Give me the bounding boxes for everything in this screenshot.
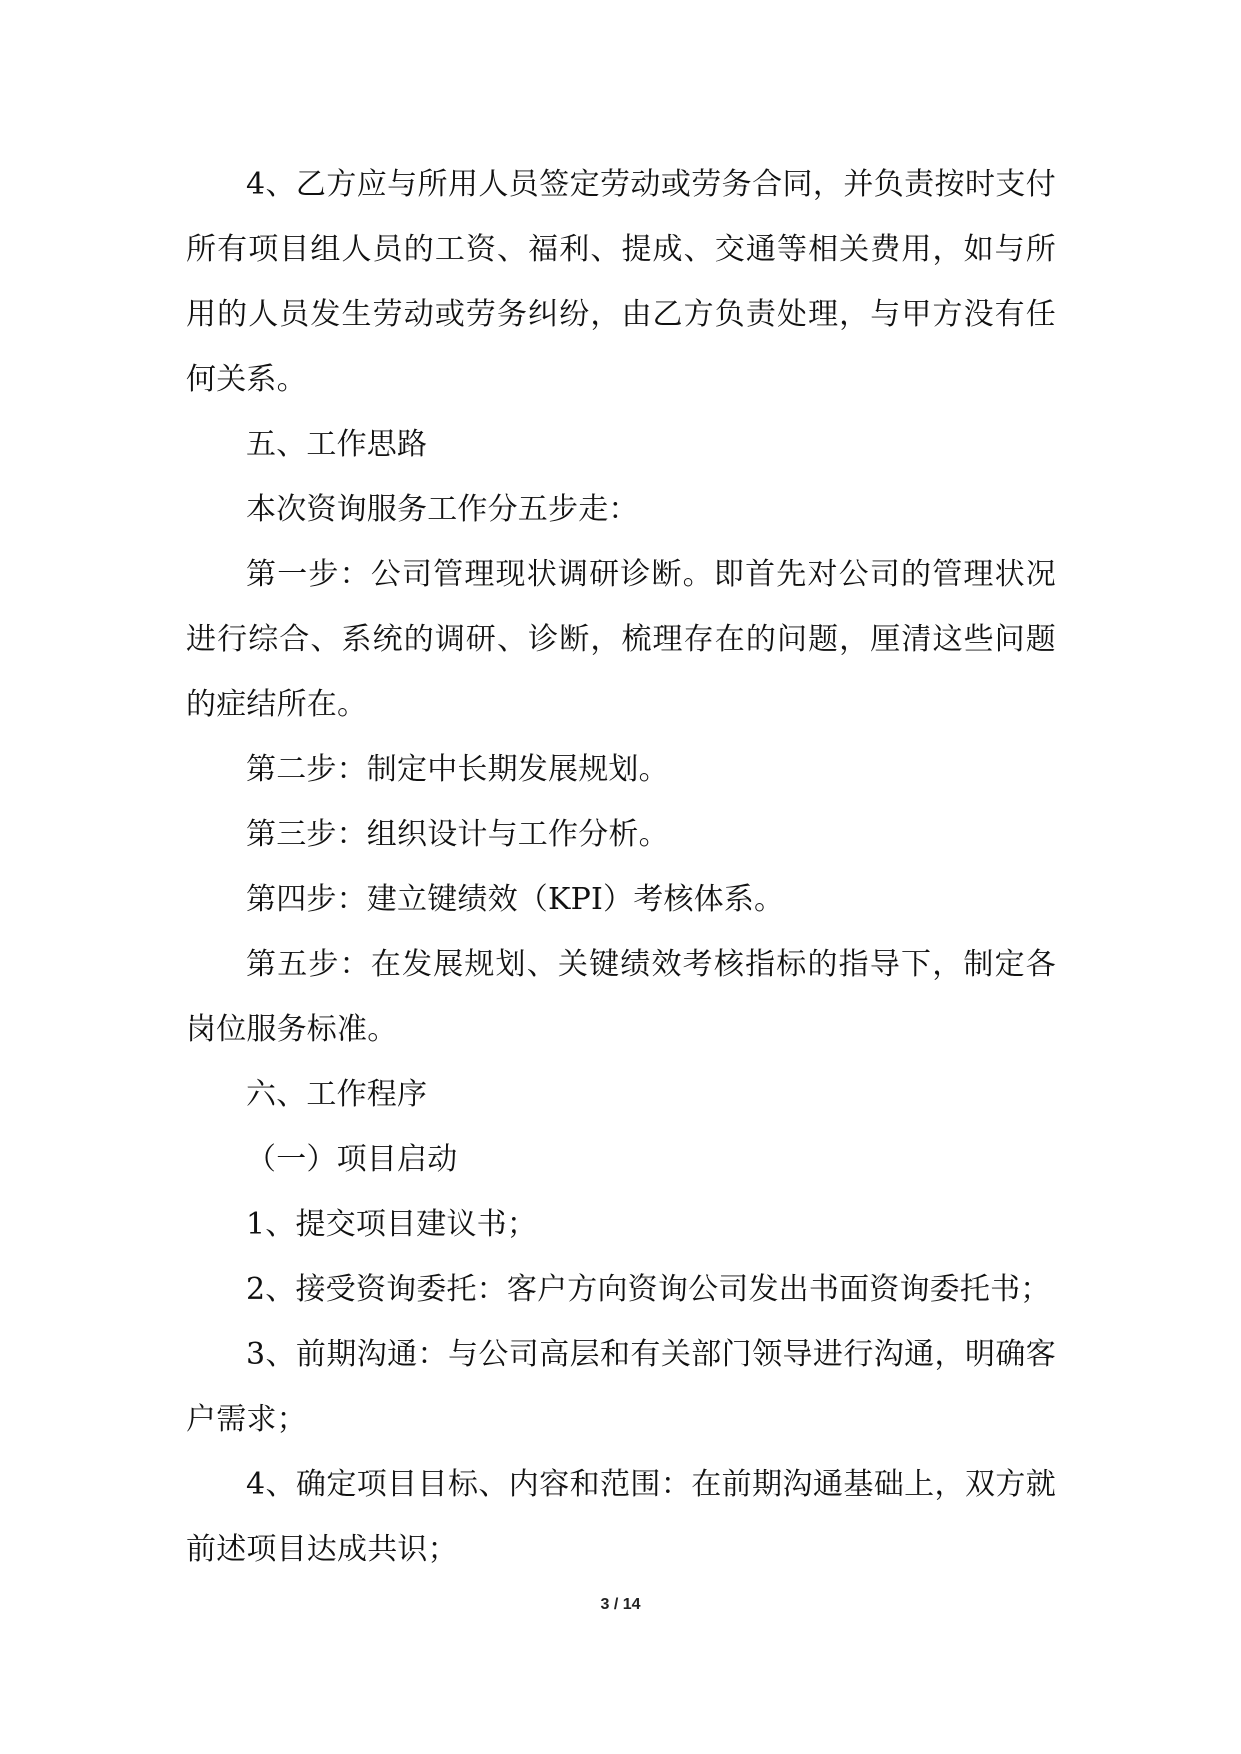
list-item-accept-commission: 2、接受资询委托：客户方向资询公司发出书面资询委托书；: [246, 1272, 1051, 1307]
list-item-preliminary-communication: 3、前期沟通：与公司高层和有关部门领导进行沟通，明确客户需求；: [186, 1337, 1056, 1437]
list-item-define-scope: 4、确定项目目标、内容和范围：在前期沟通基础上，双方就前述项目达成共识；: [186, 1467, 1056, 1567]
paragraph-clause-4-staff-contracts: 4、乙方应与所用人员签定劳动或劳务合同，并负责按时支付所有项目组人员的工资、福利、提成、交通等相关费用，如与所用的人员发生劳动或劳务纠纷，由乙方负责处理，与甲方没有任何关系。: [186, 167, 1056, 397]
paragraph-step-one: 第一步：公司管理现状调研诊断。即首先对公司的管理状况进行综合、系统的调研、诊断，梳理存在的问题，厘清这些问题的症结所在。: [186, 557, 1056, 722]
section-heading-work-procedure: 六、工作程序: [246, 1077, 428, 1112]
paragraph-step-two: 第二步：制定中长期发展规划。: [246, 752, 669, 787]
page-number: 3 / 14: [600, 1596, 641, 1613]
paragraph-step-four: 第四步：建立键绩效（KPI）考核体系。: [246, 882, 785, 917]
subsection-heading-project-start: （一）项目启动: [246, 1142, 458, 1177]
list-item-submit-proposal: 1、提交项目建议书；: [246, 1207, 538, 1242]
paragraph-step-five: 第五步：在发展规划、关键绩效考核指标的指导下，制定各岗位服务标准。: [186, 947, 1056, 1047]
document-body: [186, 152, 1056, 1582]
paragraph-step-three: 第三步：组织设计与工作分析。: [246, 817, 669, 852]
paragraph-five-steps-intro: 本次资询服务工作分五步走：: [246, 492, 639, 527]
section-heading-work-approach: 五、工作思路: [246, 427, 428, 462]
